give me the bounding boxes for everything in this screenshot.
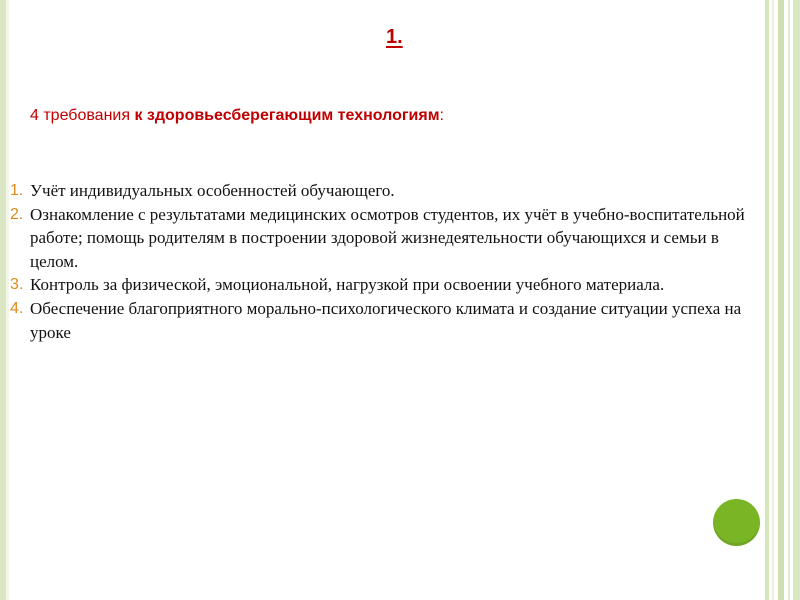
list-item-text: Контроль за физической, эмоциональной, нагрузкой при освоении учебного материала. xyxy=(30,275,665,295)
left-border-stripe-inner xyxy=(6,0,9,600)
list-item xyxy=(10,179,760,203)
list-item xyxy=(10,203,760,274)
list-item-number: 2. xyxy=(10,205,24,223)
subtitle-bold: к здоровьесберегающим технологиям xyxy=(134,107,440,124)
subtitle-prefix: 4 требования xyxy=(30,107,135,124)
list-item xyxy=(10,273,760,297)
slide-subtitle xyxy=(30,107,444,125)
subtitle-suffix: : xyxy=(439,107,444,124)
list-item-text: Учёт индивидуальных особенностей обучающего. xyxy=(30,181,395,200)
slide-number: 1. xyxy=(386,26,403,48)
list-item-number: 1. xyxy=(10,182,24,199)
right-border-stripe xyxy=(788,0,790,600)
list-item-text: Ознакомление с результатами медицинских осмотров студентов, их учёт в учебно-воспитательной работе; помощь родителям в построении здоровой жизнедеятельности обучающихся и семьи в целом. xyxy=(30,204,745,271)
list-item-text: Обеспечение благоприятного морально-психологического климата и создание ситуации успеха на уроке xyxy=(30,298,742,342)
list-item xyxy=(10,297,760,344)
right-border-stripe xyxy=(772,0,774,600)
list-item-number: 3. xyxy=(10,276,24,294)
green-circle-button[interactable] xyxy=(713,499,760,546)
right-border-stripe xyxy=(793,0,800,600)
right-border-stripe xyxy=(778,0,784,600)
list-item-number: 4. xyxy=(10,299,24,317)
right-border-stripe xyxy=(765,0,769,600)
requirements-list xyxy=(10,179,760,344)
